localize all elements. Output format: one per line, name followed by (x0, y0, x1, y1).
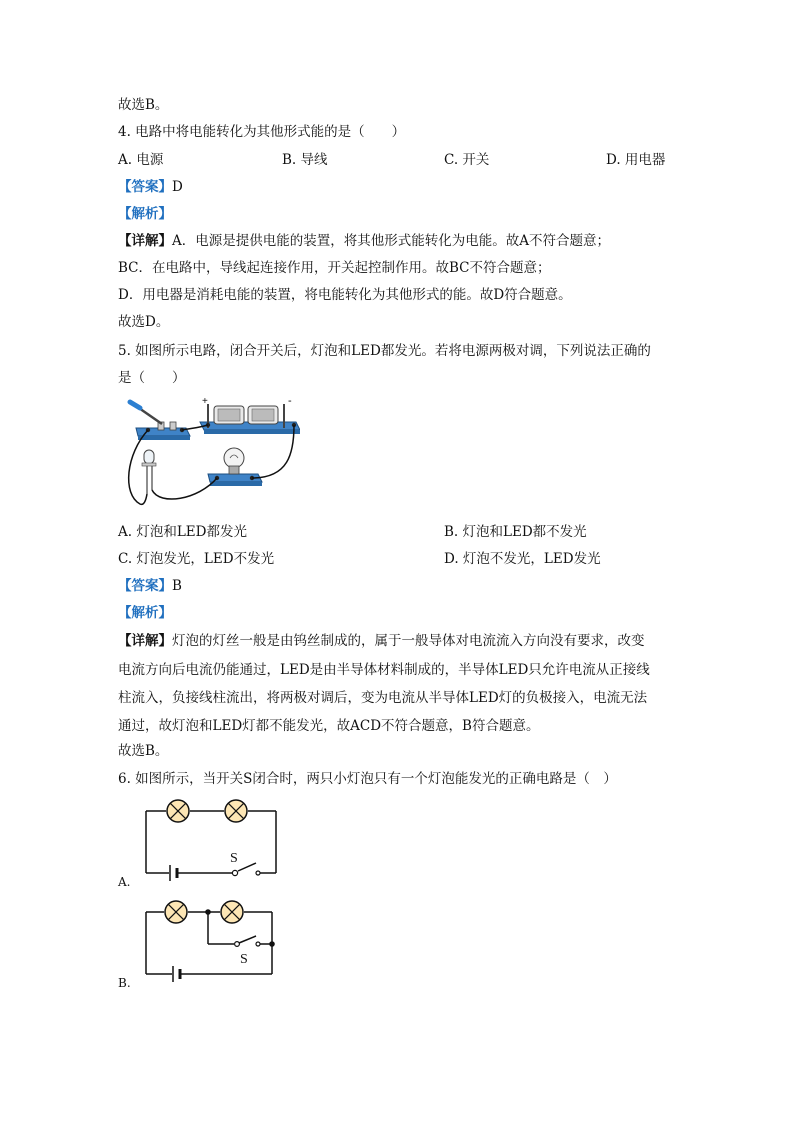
q4-detail-2: BC．在电路中，导线起连接作用，开关起控制作用。故BC不符合题意； (118, 260, 551, 276)
q4-answer (118, 177, 183, 197)
bulb-icon (208, 448, 262, 486)
q5-detail-3: 柱流入，负接线柱流出，将两极对调后，变为电流从半导体LED灯的负极接入，电流无法 (118, 690, 648, 706)
q6-option-b-label: B. (118, 976, 131, 990)
question-6: 6. 如图所示，当开关S闭合时，两只小灯泡只有一个灯泡能发光的正确电路是（ ） (118, 771, 617, 787)
question-4: 4. 电路中将电能转化为其他形式能的是（ ） (118, 124, 406, 140)
led-icon (142, 450, 156, 494)
answer-tag: 【答案】 (118, 578, 172, 594)
q5-option-a: A. 灯泡和LED都发光 (118, 524, 247, 540)
analysis-tag: 【解析】 (118, 605, 172, 621)
q4-detail-3: D．用电器是消耗电能的装置，将电能转化为其他形式的能。故D符合题意。 (118, 287, 572, 303)
q5-option-d: D. 灯泡不发光，LED发光 (444, 551, 601, 567)
analysis-tag: 【解析】 (118, 206, 172, 222)
switch-contact-icon (232, 870, 237, 875)
battery-icon (170, 865, 177, 881)
question-5-line-1: 5. 如图所示电路，闭合开关后，灯泡和LED都发光。若将电源两极对调，下列说法正确的 (118, 343, 651, 359)
q4-option-b: B. 导线 (282, 152, 328, 168)
switch-label: S (240, 952, 248, 967)
battery-plus-label: + (202, 396, 208, 407)
lamp-icon (165, 901, 187, 923)
detail-tag: 【详解】 (118, 233, 172, 249)
q6-option-a-label: A. (118, 875, 131, 889)
battery-icon (173, 966, 180, 982)
detail-tag: 【详解】 (118, 633, 172, 649)
detail-text: 灯泡的灯丝一般是由钨丝制成的，属于一般导体对电流流入方向没有要求，改变 (172, 633, 645, 649)
q5-circuit-figure (118, 394, 300, 516)
switch-icon (130, 402, 190, 440)
q4-conclusion: 故选D。 (118, 314, 170, 330)
switch-contact-icon (256, 942, 260, 946)
q5-analysis (118, 603, 172, 623)
battery-minus-label: - (288, 395, 292, 407)
lamp-icon (225, 800, 247, 822)
answer-tag: 【答案】 (118, 179, 172, 195)
junction-dot (205, 909, 211, 915)
q5-detail-1 (118, 631, 645, 651)
battery-icon (200, 395, 300, 434)
q4-detail-1 (118, 231, 610, 251)
q5-option-c: C. 灯泡发光，LED不发光 (118, 551, 275, 567)
q5-conclusion: 故选B。 (118, 743, 169, 759)
q4-analysis (118, 204, 172, 224)
q5-option-b: B. 灯泡和LED都不发光 (444, 524, 587, 540)
q6-circuit-a (140, 795, 285, 887)
q5-detail-2: 电流方向后电流仍能通过，LED是由半导体材料制成的，半导体LED只允许电流从正接线 (118, 662, 650, 678)
junction-dot (269, 941, 275, 947)
q4-option-d: D. 用电器 (606, 152, 666, 168)
q4-option-a: A. 电源 (118, 152, 164, 168)
detail-text: A．电源是提供电能的装置，将其他形式能转化为电能。故A不符合题意； (172, 233, 610, 249)
switch-contact-icon (235, 942, 240, 947)
q6-circuit-b (140, 900, 285, 988)
question-5-line-2: 是（ ） (118, 370, 186, 386)
answer-value: D (172, 179, 183, 195)
switch-contact-icon (256, 871, 260, 875)
lamp-icon (221, 901, 243, 923)
q5-detail-4: 通过，故灯泡和LED灯都不能发光，故ACD不符合题意，B符合题意。 (118, 718, 540, 734)
switch-label: S (230, 851, 238, 866)
line-conclusion-q3: 故选B。 (118, 97, 169, 113)
q4-option-c: C. 开关 (444, 152, 490, 168)
lamp-icon (167, 800, 189, 822)
q5-answer (118, 576, 182, 596)
answer-value: B (172, 578, 182, 594)
